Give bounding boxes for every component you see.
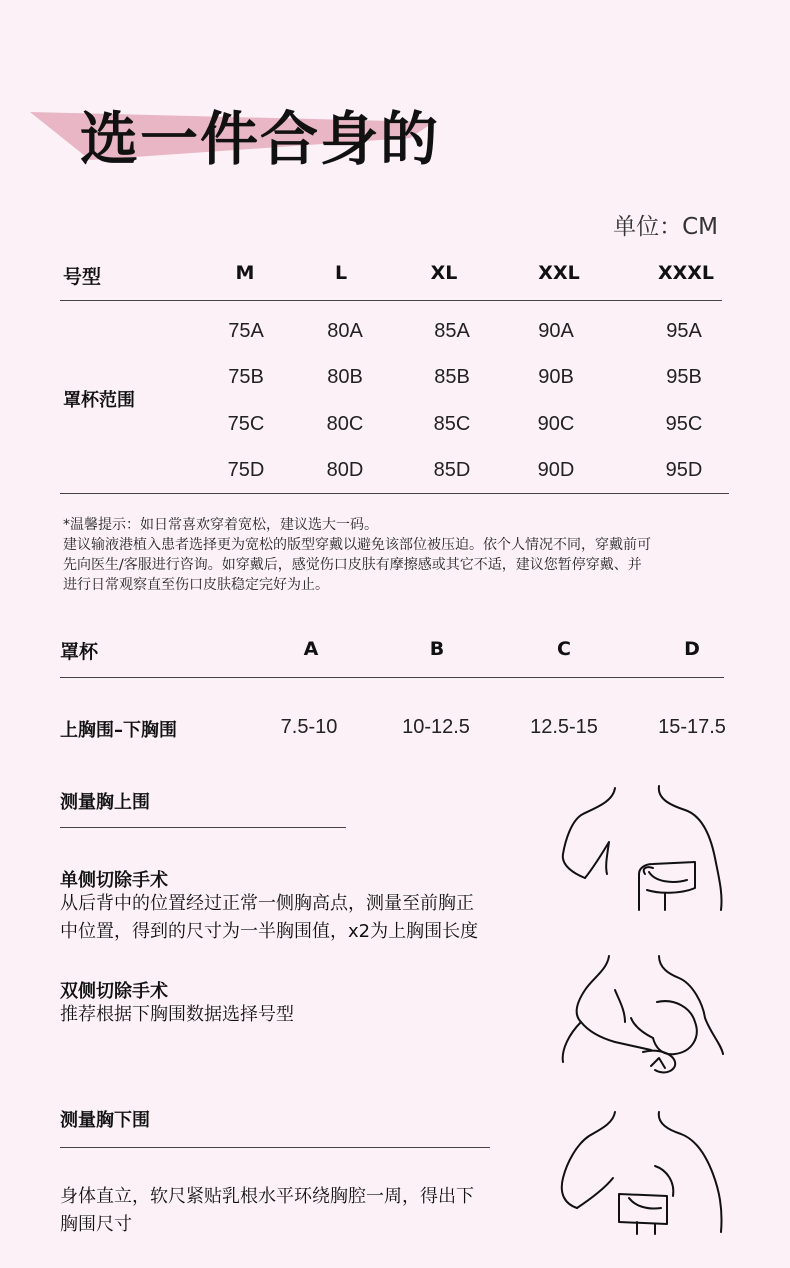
size-cell: 95D (665, 459, 703, 481)
lower-text-line: 身体直立，软尺紧贴乳根水平环绕胸腔一周，得出下 (60, 1186, 474, 1207)
measure-lower-text (60, 1183, 474, 1239)
cup-header-label: 罩杯 (60, 641, 99, 663)
size-cell: 75D (227, 459, 265, 481)
bust-diff-a: 7.5-10 (280, 716, 338, 738)
cup-header-d: D (684, 638, 700, 660)
size-cell: 85A (434, 320, 470, 342)
measure-lower-title: 测量胸下围 (60, 1110, 150, 1131)
single-text-line: 中位置，得到的尺寸为一半胸围值，x2为上胸围长度 (60, 921, 479, 942)
size-header-xl: XL (430, 262, 458, 284)
size-cell: 90B (538, 366, 574, 388)
size-cell: 75A (228, 320, 264, 342)
upper-bust-measure-illustration (555, 782, 730, 914)
size-table-divider-bottom (60, 493, 729, 494)
measure-upper-title: 测量胸上围 (60, 792, 150, 813)
cup-range-label: 罩杯范围 (63, 390, 135, 411)
note-line: 进行日常观察直至伤口皮肤稳定完好为止。 (63, 577, 329, 593)
size-cell: 95C (665, 413, 703, 435)
size-cell: 75B (228, 366, 264, 388)
bust-diff-b: 10-12.5 (402, 716, 470, 738)
cup-header-a: A (303, 638, 319, 660)
single-text-line: 从后背中的位置经过正常一侧胸高点，测量至前胸正 (60, 893, 474, 914)
cup-table-divider (60, 677, 724, 678)
bust-diff-d: 15-17.5 (658, 716, 726, 738)
size-cell: 85B (434, 366, 470, 388)
cup-header-c: C (557, 638, 571, 660)
note-line: 先向医生/客服进行咨询。如穿戴后，感觉伤口皮肤有摩擦感或其它不适，建议您暂停穿戴、并 (63, 557, 642, 573)
size-header-xxxl: XXXL (657, 262, 715, 284)
measure-lower-divider (60, 1147, 490, 1148)
bust-diff-c: 12.5-15 (530, 716, 598, 738)
size-cell: 80D (326, 459, 364, 481)
size-cell: 80B (327, 366, 363, 388)
size-header-label: 号型 (63, 266, 102, 288)
double-mastectomy-title: 双侧切除手术 (60, 981, 168, 1002)
single-mastectomy-title: 单侧切除手术 (60, 870, 168, 891)
size-cell: 80C (326, 413, 364, 435)
notes-block (63, 515, 743, 595)
size-header-l: L (334, 262, 348, 284)
cup-header-b: B (429, 638, 445, 660)
bust-diff-label: 上胸围–下胸围 (60, 720, 177, 741)
lower-text-line: 胸围尺寸 (60, 1214, 132, 1235)
size-cell: 90A (538, 320, 574, 342)
single-mastectomy-text (60, 890, 478, 946)
size-cell: 90C (537, 413, 575, 435)
measure-upper-divider (60, 827, 346, 828)
size-cell: 95B (666, 366, 702, 388)
size-cell: 85C (433, 413, 471, 435)
double-mastectomy-text (60, 1001, 294, 1029)
size-cell: 90D (537, 459, 575, 481)
size-cell: 75C (227, 413, 265, 435)
size-cell: 95A (666, 320, 702, 342)
size-header-xxl: XXL (538, 262, 580, 284)
size-header-m: M (235, 262, 255, 284)
size-cell: 80A (327, 320, 363, 342)
unit-label: 单位：CM (613, 214, 718, 240)
page-title: 选一件合身的 (80, 105, 441, 173)
note-line: *温馨提示：如日常喜欢穿着宽松，建议选大一码。 (63, 517, 378, 533)
size-cell: 85D (433, 459, 471, 481)
double-text-line: 推荐根据下胸围数据选择号型 (60, 1004, 294, 1025)
size-table-divider-top (60, 300, 722, 301)
double-mastectomy-illustration (555, 950, 730, 1080)
note-line: 建议输液港植入患者选择更为宽松的版型穿戴以避免该部位被压迫。依个人情况不同，穿戴前可 (63, 537, 651, 553)
lower-bust-measure-illustration (555, 1108, 730, 1238)
